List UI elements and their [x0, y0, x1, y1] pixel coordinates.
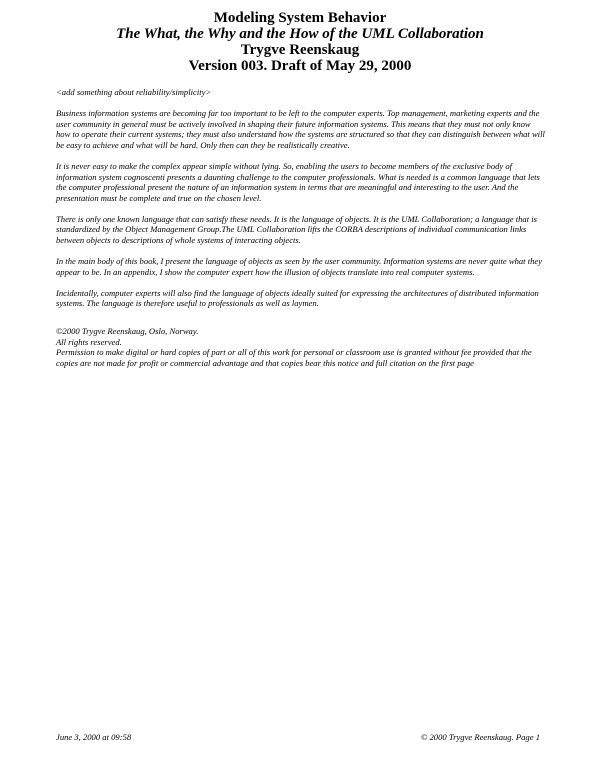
paragraph-1: Business information systems are becoming far too important to be left to the computer experts. Top management, marketing experts and the user community in general must be actively involved in shaping their future information systems. This means that they must not only know how to operate their current systems; they must also understand how the systems are structured so that they can distinguish between what will be easy to achieve and what will be hard. Only then can they be realistically creative. — [56, 108, 545, 150]
copyright-notice — [56, 326, 546, 368]
paragraph-4: In the main body of this book, I present the language of objects as seen by the user community. Information systems are never quite what they appear to be. In an appendix, I show the computer expert how the illusion of objects translate into real computer systems. — [56, 256, 543, 277]
page-footer — [56, 732, 540, 743]
editor-note: <add something about reliability/simplicity> — [56, 87, 212, 97]
paragraph-5: Incidentally, computer experts will also find the language of objects ideally suited for expressing the architectures of distributed information systems. The language is therefore useful to professionals as well as laymen. — [56, 287, 539, 309]
footer-page: © 2000 Trygve Reenskaug. Page 1 — [420, 732, 540, 742]
rights-line: All rights reserved. — [56, 336, 122, 347]
version-line: Version 003. Draft of May 29, 2000 — [188, 58, 412, 74]
author-name: Trygve Reenskaug — [240, 42, 360, 58]
title-block — [0, 10, 600, 74]
paragraph-2: It is never easy to make the complex appear simple without lying. So, enabling the users to become members of the exclusive body of information system cognoscenti presents a daunting challenge to the computer professionals. What is needed is a common language that lets the computer professional present the nature of an information system in terms that are meaningful and interesting to the user. And the presentation must be complete and true on the chosen level. — [56, 160, 540, 203]
permission-text: Permission to make digital or hard copies of part or all of this work for personal or classroom use is granted without fee provided that the copies are not made for profit or commercial advantage and that copies bear this notice and full citation on the first page — [56, 347, 532, 368]
paragraph-3: There is only one known language that can satisfy these needs. It is the language of objects. It is the UML Collaboration; a language that is standardized by the Object Management Group.The UML Collaboration lifts the CORBA descriptions of individual communication links between objects to descriptions of whole systems of interacting objects. — [56, 213, 537, 246]
document-body — [56, 87, 546, 368]
document-title: Modeling System Behavior — [213, 10, 387, 26]
document-subtitle: The What, the Why and the How of the UML Collaboration — [116, 26, 484, 42]
copyright-line: ©2000 Trygve Reenskaug, Oslo, Norway. — [56, 326, 199, 336]
footer-date: June 3, 2000 at 09:58 — [56, 732, 132, 742]
